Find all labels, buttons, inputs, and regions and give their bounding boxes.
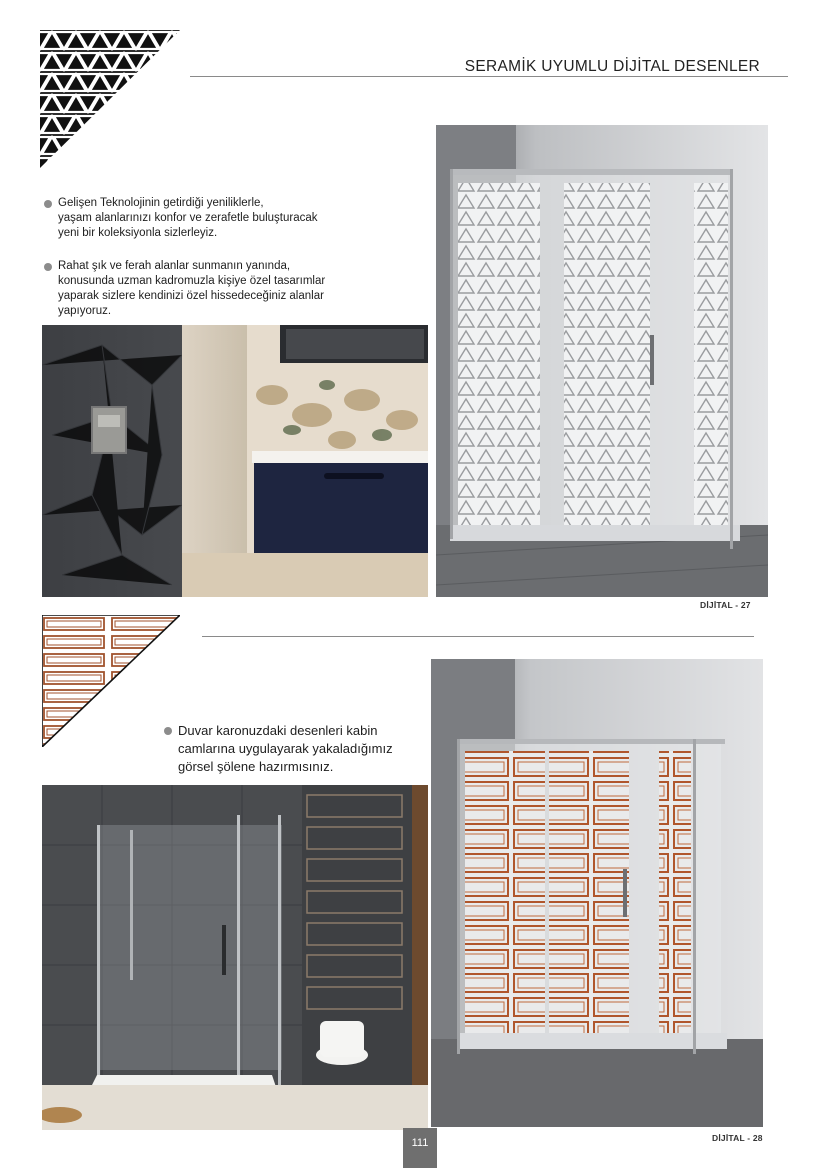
bullet-dot bbox=[44, 263, 52, 271]
paragraph-2-line: Rahat şık ve ferah alanlar sunmanın yanında, bbox=[58, 260, 291, 272]
rectangle-pattern-logo-bottom bbox=[42, 615, 180, 747]
title-divider bbox=[190, 76, 788, 77]
shower-photo-triangle-pattern bbox=[436, 125, 768, 597]
shower-photo-rectangle-pattern bbox=[431, 659, 763, 1127]
paragraph-2-line: yaparak sizlere kendinizi özel hissedeceğiniz alanlar bbox=[58, 290, 324, 302]
paragraph-3-line: camlarına uygulayarak yakaladığımız bbox=[178, 741, 393, 756]
bathroom-photo-shower-cabin bbox=[42, 785, 428, 1130]
paragraph-1 bbox=[58, 196, 378, 241]
bathroom-photo-vanity bbox=[42, 325, 428, 597]
paragraph-2 bbox=[58, 259, 378, 319]
bullet-dot bbox=[164, 727, 172, 735]
caption-dijital-27: DİJİTAL - 27 bbox=[700, 600, 751, 610]
paragraph-1-line: yeni bir koleksiyonla sizlerleyiz. bbox=[58, 227, 218, 239]
page-number: 111 bbox=[403, 1128, 437, 1168]
bullet-dot bbox=[44, 200, 52, 208]
paragraph-1-line: yaşam alanlarınızı konfor ve zerafetle buluşturacak bbox=[58, 212, 318, 224]
paragraph-3-line: Duvar karonuzdaki desenleri kabin bbox=[178, 723, 378, 738]
section-divider bbox=[202, 636, 754, 637]
caption-dijital-28: DİJİTAL - 28 bbox=[712, 1133, 763, 1143]
paragraph-3-line: görsel şölene hazırmısınız. bbox=[178, 759, 334, 774]
triangle-pattern-logo-top bbox=[40, 30, 180, 170]
paragraph-2-line: konusunda uzman kadromuzla kişiye özel tasarımlar bbox=[58, 275, 326, 287]
page-title: SERAMİK UYUMLU DİJİTAL DESENLER bbox=[464, 58, 760, 75]
paragraph-2-line: yapıyoruz. bbox=[58, 305, 112, 317]
paragraph-1-line: Gelişen Teknolojinin getirdiği yeniliklerle, bbox=[58, 197, 264, 209]
paragraph-3 bbox=[178, 722, 428, 776]
